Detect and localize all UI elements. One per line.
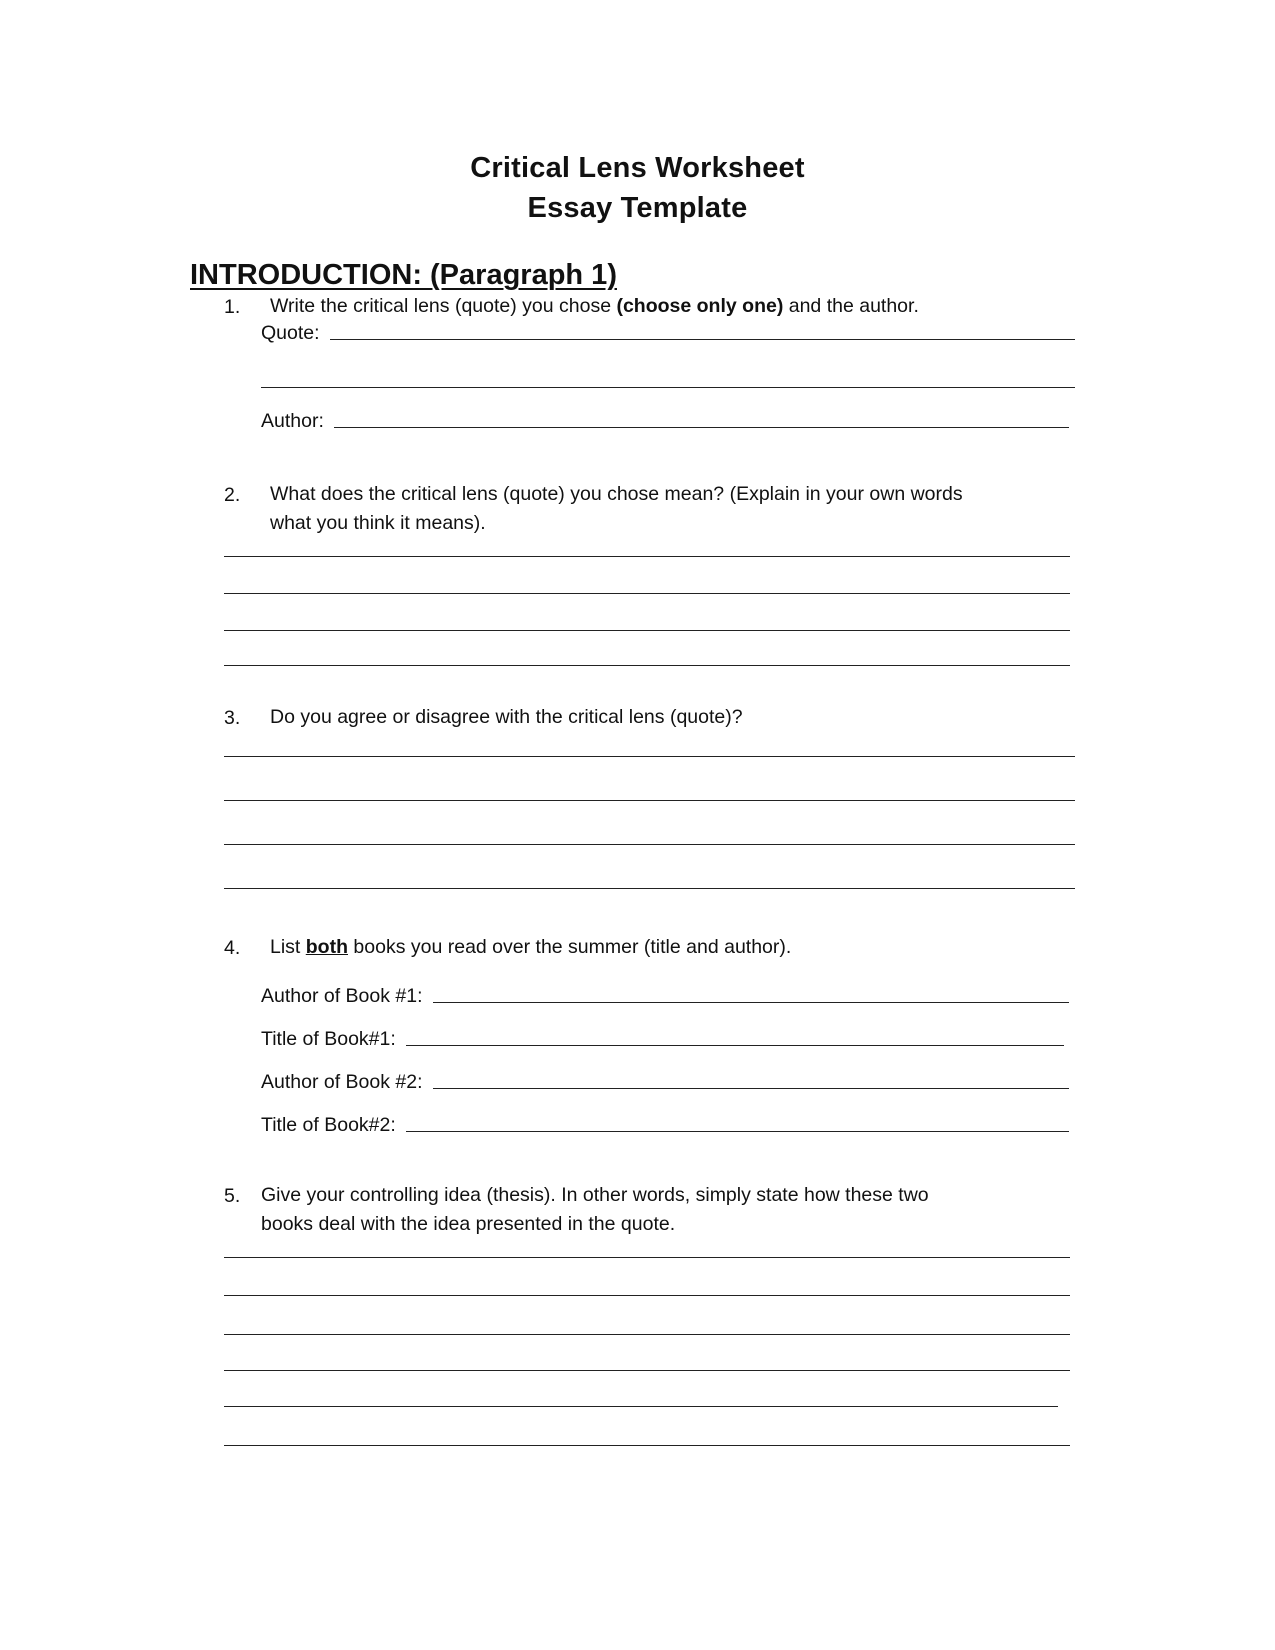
answer-line[interactable] — [224, 556, 1070, 557]
title-book-1-field[interactable] — [261, 1028, 1064, 1051]
question-2-number: 2. — [224, 484, 241, 506]
answer-line[interactable] — [224, 630, 1070, 631]
author-book-2-line[interactable] — [433, 1088, 1069, 1089]
question-2-line-2: what you think it means). — [270, 512, 486, 534]
author-book-1-label: Author of Book #1: — [261, 985, 423, 1007]
quote-label: Quote: — [261, 322, 320, 344]
page-title: Critical Lens Worksheet — [470, 152, 805, 184]
answer-line[interactable] — [224, 1257, 1070, 1258]
title-book-2-line[interactable] — [406, 1131, 1069, 1132]
question-4-text-underlined: both — [305, 936, 348, 958]
question-1-text-after: and the author. — [783, 295, 919, 317]
question-3-number: 3. — [224, 707, 241, 729]
title-book-1-line[interactable] — [406, 1045, 1064, 1046]
section-heading: INTRODUCTION: (Paragraph 1) — [190, 259, 617, 291]
title-book-2-field[interactable] — [261, 1114, 1069, 1137]
question-3-text: Do you agree or disagree with the critical lens (quote)? — [270, 706, 743, 728]
question-4-text — [270, 933, 791, 961]
question-1-text-before: Write the critical lens (quote) you chose — [270, 295, 617, 317]
author-field[interactable] — [261, 410, 1069, 433]
author-book-1-line[interactable] — [433, 1002, 1069, 1003]
question-5-number: 5. — [224, 1185, 241, 1207]
author-line[interactable] — [334, 427, 1069, 428]
answer-line[interactable] — [224, 1445, 1070, 1446]
question-5-line-2: books deal with the idea presented in the quote. — [261, 1213, 676, 1235]
question-4-text-before: List — [270, 936, 306, 958]
question-1-text — [270, 292, 919, 320]
author-book-2-field[interactable] — [261, 1071, 1069, 1094]
page-subtitle: Essay Template — [527, 192, 748, 224]
author-label: Author: — [261, 410, 324, 432]
author-book-1-field[interactable] — [261, 985, 1069, 1008]
answer-line[interactable] — [224, 1370, 1070, 1371]
quote-line[interactable] — [330, 339, 1075, 340]
title-book-1-label: Title of Book#1: — [261, 1028, 396, 1050]
quote-line-2[interactable] — [261, 387, 1075, 388]
question-4-number: 4. — [224, 937, 241, 959]
question-4-text-after: books you read over the summer (title and author). — [348, 936, 792, 958]
title-book-2-label: Title of Book#2: — [261, 1114, 396, 1136]
answer-line[interactable] — [224, 1406, 1058, 1407]
question-2-line-1: What does the critical lens (quote) you chose mean? (Explain in your own words — [270, 483, 963, 505]
answer-line[interactable] — [224, 844, 1075, 845]
answer-line[interactable] — [224, 800, 1075, 801]
answer-line[interactable] — [224, 665, 1070, 666]
author-book-2-label: Author of Book #2: — [261, 1071, 423, 1093]
question-1-number: 1. — [224, 296, 241, 318]
answer-line[interactable] — [224, 593, 1070, 594]
answer-line[interactable] — [224, 756, 1075, 757]
answer-line[interactable] — [224, 1295, 1070, 1296]
question-1-text-bold: (choose only one) — [616, 295, 784, 317]
answer-line[interactable] — [224, 1334, 1070, 1335]
answer-line[interactable] — [224, 888, 1075, 889]
question-5-line-1: Give your controlling idea (thesis). In other words, simply state how these two — [261, 1184, 929, 1206]
quote-field[interactable] — [261, 322, 1075, 345]
